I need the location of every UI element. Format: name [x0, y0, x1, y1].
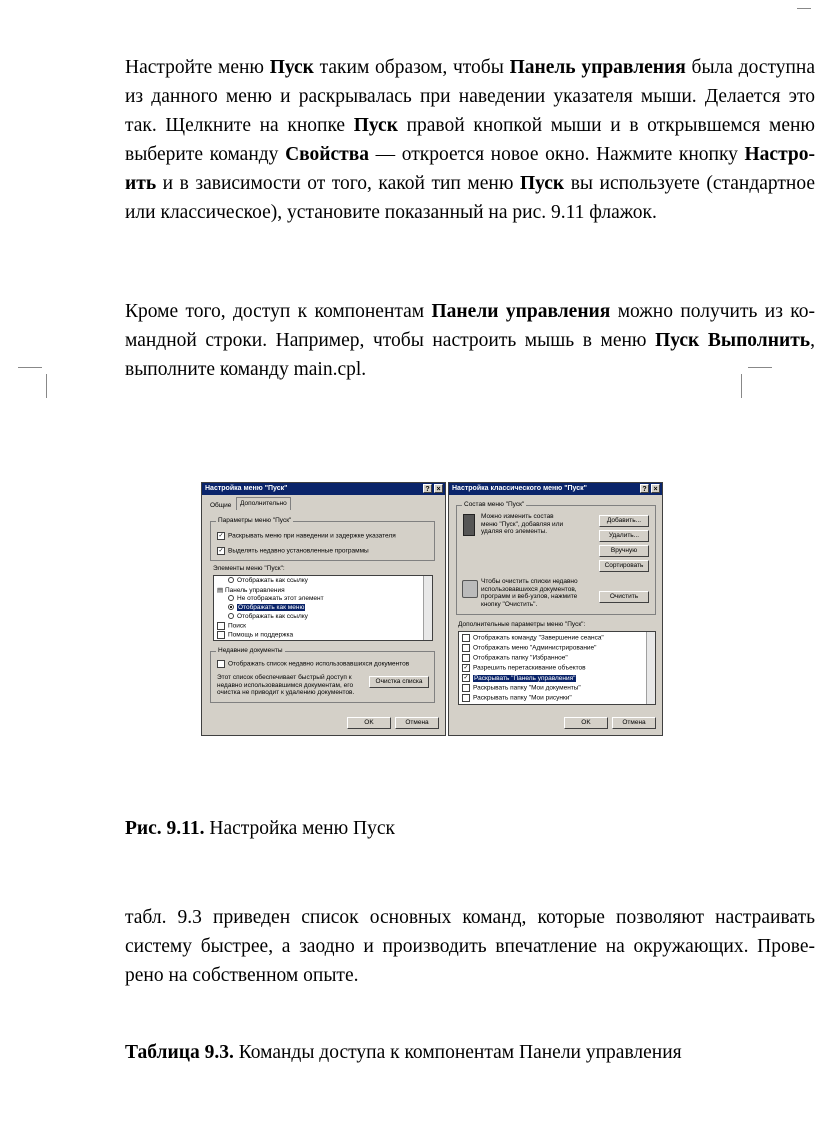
- option-open-on-hover[interactable]: [217, 532, 396, 540]
- tab-general[interactable]: Общие: [207, 500, 234, 512]
- cancel-button[interactable]: Отмена: [395, 717, 439, 729]
- item-label: Отображать меню "Администрирование": [473, 644, 597, 652]
- checkbox-checked-icon[interactable]: ✓: [463, 675, 469, 681]
- list-item[interactable]: [462, 634, 604, 642]
- option-highlight-new[interactable]: [217, 547, 369, 555]
- text: Кроме того, доступ к компонентам: [125, 301, 432, 322]
- folder-icon: ▤: [217, 587, 225, 594]
- item-label: Отображать как ссылку: [237, 577, 308, 584]
- list-item[interactable]: [217, 622, 246, 630]
- extra-options-list[interactable]: [458, 631, 656, 705]
- group-label: Параметры меню "Пуск": [218, 517, 292, 524]
- dialog-title: Настройка меню "Пуск": [205, 485, 288, 492]
- checkbox-icon[interactable]: [462, 684, 470, 692]
- text: вы используете (стандартное или классическое), установите показанный на рис. 9.11 флажок.: [125, 173, 815, 223]
- text: , выполните команду main.cpl.: [125, 330, 815, 380]
- scrollbar[interactable]: [646, 632, 655, 704]
- checkbox-icon[interactable]: [462, 644, 470, 652]
- list-item[interactable]: [228, 613, 308, 620]
- crop-mark: [18, 367, 42, 368]
- close-button[interactable]: ×: [434, 484, 443, 493]
- help-button[interactable]: ?: [640, 484, 649, 493]
- close-button[interactable]: ×: [651, 484, 660, 493]
- checkbox-checked-icon[interactable]: ✓: [463, 665, 469, 671]
- checkbox-icon[interactable]: [217, 660, 225, 668]
- radio-selected-icon[interactable]: [228, 604, 234, 610]
- ok-button[interactable]: OK: [564, 717, 608, 729]
- list-item[interactable]: [462, 684, 581, 692]
- list-item[interactable]: [228, 604, 305, 611]
- taskbar-icon: [463, 514, 475, 536]
- checkbox-icon[interactable]: [217, 631, 225, 639]
- list-item[interactable]: [228, 595, 324, 602]
- figure-9-11: [201, 482, 663, 738]
- paragraph-1: [125, 53, 815, 227]
- option-show-recent[interactable]: [217, 660, 409, 668]
- extra-options-label: Дополнительные параметры меню "Пуск":: [458, 621, 586, 628]
- recycle-icon: [462, 580, 478, 598]
- checkbox-icon[interactable]: [462, 654, 470, 662]
- list-item[interactable]: [462, 644, 596, 652]
- list-item[interactable]: [228, 577, 308, 584]
- recent-documents-group: [210, 647, 435, 703]
- crop-mark: [797, 8, 811, 9]
- item-label: Панель управления: [224, 587, 285, 594]
- bold-term: Пуск: [519, 173, 565, 194]
- bold-term: Панели управления: [431, 301, 611, 322]
- text: правой кнопкой мыши и в открывшемся меню выберите команду: [125, 115, 815, 165]
- list-item[interactable]: [462, 674, 576, 682]
- recent-description: Этот список обеспечивает быстрый доступ к недавно использовавшимся документам, его очистка не приводит к удалению документов.: [217, 674, 355, 696]
- table-label: Таблица 9.3.: [125, 1042, 234, 1063]
- item-label: Помощь и поддержка: [228, 631, 294, 639]
- item-label: Отображать как ссылку: [237, 613, 308, 620]
- tab-advanced[interactable]: Дополнительно: [236, 497, 291, 510]
- add-button[interactable]: Добавить...: [599, 515, 649, 527]
- elements-label: Элементы меню "Пуск":: [213, 565, 285, 572]
- item-label: Разрешить перетаскивание объектов: [473, 664, 586, 672]
- option-label: Выделять недавно установленные программы: [228, 547, 369, 555]
- text: была доступна из данного меню и раскрывалась при наведении указателя мыши. Делается это так. Щелкните на кнопке: [125, 57, 816, 136]
- figure-caption: [125, 818, 395, 840]
- start-menu-content-group: [456, 501, 656, 615]
- option-label: Отображать список недавно использовавшихся документов: [228, 660, 410, 668]
- bold-term: Пуск Выполнить: [655, 330, 811, 351]
- bold-term: Свойства: [285, 144, 370, 165]
- text: и в зависимости от того, какой тип меню: [156, 173, 520, 194]
- group-label: Состав меню "Пуск": [464, 501, 525, 508]
- cancel-button[interactable]: Отмена: [612, 717, 656, 729]
- sort-button[interactable]: Сортировать: [599, 560, 649, 572]
- item-label: Раскрывать папку "Мои рисунки": [473, 694, 572, 702]
- radio-icon[interactable]: [228, 613, 234, 619]
- item-label: Отображать как меню: [238, 604, 305, 611]
- help-button[interactable]: ?: [423, 484, 432, 493]
- checkbox-icon[interactable]: [217, 622, 225, 630]
- list-item[interactable]: [462, 654, 568, 662]
- text: Настройте меню: [125, 57, 270, 78]
- list-item[interactable]: [217, 631, 293, 639]
- list-item[interactable]: [462, 664, 586, 672]
- start-menu-elements-list[interactable]: [213, 575, 433, 641]
- paragraph-2: [125, 297, 815, 384]
- bold-term: Пуск: [269, 57, 314, 78]
- paragraph-3: табл. 9.3 приведен список основных команд, которые позволяют настраивать систему быстрее, а заодно и производить впечатление на окружающих. Прове-рено на собственном опыте.: [125, 907, 815, 986]
- item-label: Отображать папку "Избранное": [473, 654, 568, 662]
- checkbox-icon[interactable]: [462, 634, 470, 642]
- dialog-titlebar: [449, 483, 662, 495]
- clear-list-button[interactable]: Очистка списка: [369, 676, 429, 688]
- item-label: Поиск: [228, 622, 247, 630]
- start-menu-settings-dialog: [201, 482, 446, 736]
- list-item[interactable]: [462, 694, 572, 702]
- start-menu-options-group: [210, 517, 435, 561]
- dialog-title: Настройка классического меню "Пуск": [452, 485, 587, 492]
- text: — откроется новое окно. Нажмите кнопку: [369, 144, 745, 165]
- list-item[interactable]: [217, 586, 285, 594]
- group-description: Можно изменить состав меню "Пуск", добавляя или удаляя его элементы.: [481, 513, 564, 535]
- table-title: [125, 1042, 682, 1064]
- item-label: Раскрывать папку "Мои документы": [473, 684, 581, 692]
- scrollbar[interactable]: [423, 576, 432, 640]
- checkbox-icon[interactable]: [462, 694, 470, 702]
- caption-text: Настройка меню Пуск: [204, 818, 395, 839]
- bold-term: Панель управления: [509, 57, 686, 78]
- item-label: Отображать команду "Завершение сеанса": [473, 634, 604, 642]
- group-label: Недавние документы: [218, 647, 283, 654]
- item-label: Не отображать этот элемент: [237, 595, 324, 602]
- checkbox-checked-icon[interactable]: ✓: [218, 533, 224, 539]
- option-label: Раскрывать меню при наведении и задержке указателя: [228, 532, 396, 540]
- radio-icon[interactable]: [228, 595, 234, 601]
- item-label: Раскрывать "Панель управления": [474, 674, 576, 682]
- caption-label: Рис. 9.11.: [125, 818, 205, 839]
- bold-term: Настро-ить: [125, 144, 815, 194]
- manual-button[interactable]: Вручную: [599, 545, 649, 557]
- classic-start-menu-dialog: [448, 482, 663, 736]
- clear-description: Чтобы очистить списки недавно использовавшихся документов, программ и веб-узлов, нажмите кнопку "Очистить".: [481, 578, 578, 608]
- checkbox-checked-icon[interactable]: ✓: [218, 548, 224, 554]
- table-title-text: Команды доступа к компонентам Панели управления: [233, 1042, 682, 1063]
- remove-button[interactable]: Удалить...: [599, 530, 649, 542]
- text: таким образом, чтобы: [313, 57, 510, 78]
- ok-button[interactable]: OK: [347, 717, 391, 729]
- radio-icon[interactable]: [228, 577, 234, 583]
- clear-button[interactable]: Очистить: [599, 591, 649, 603]
- dialog-titlebar: [202, 483, 445, 495]
- crop-mark: [46, 374, 47, 398]
- bold-term: Пуск: [353, 115, 398, 136]
- text: можно получить из ко-мандной строки. Например, чтобы настроить мышь в меню: [125, 301, 815, 351]
